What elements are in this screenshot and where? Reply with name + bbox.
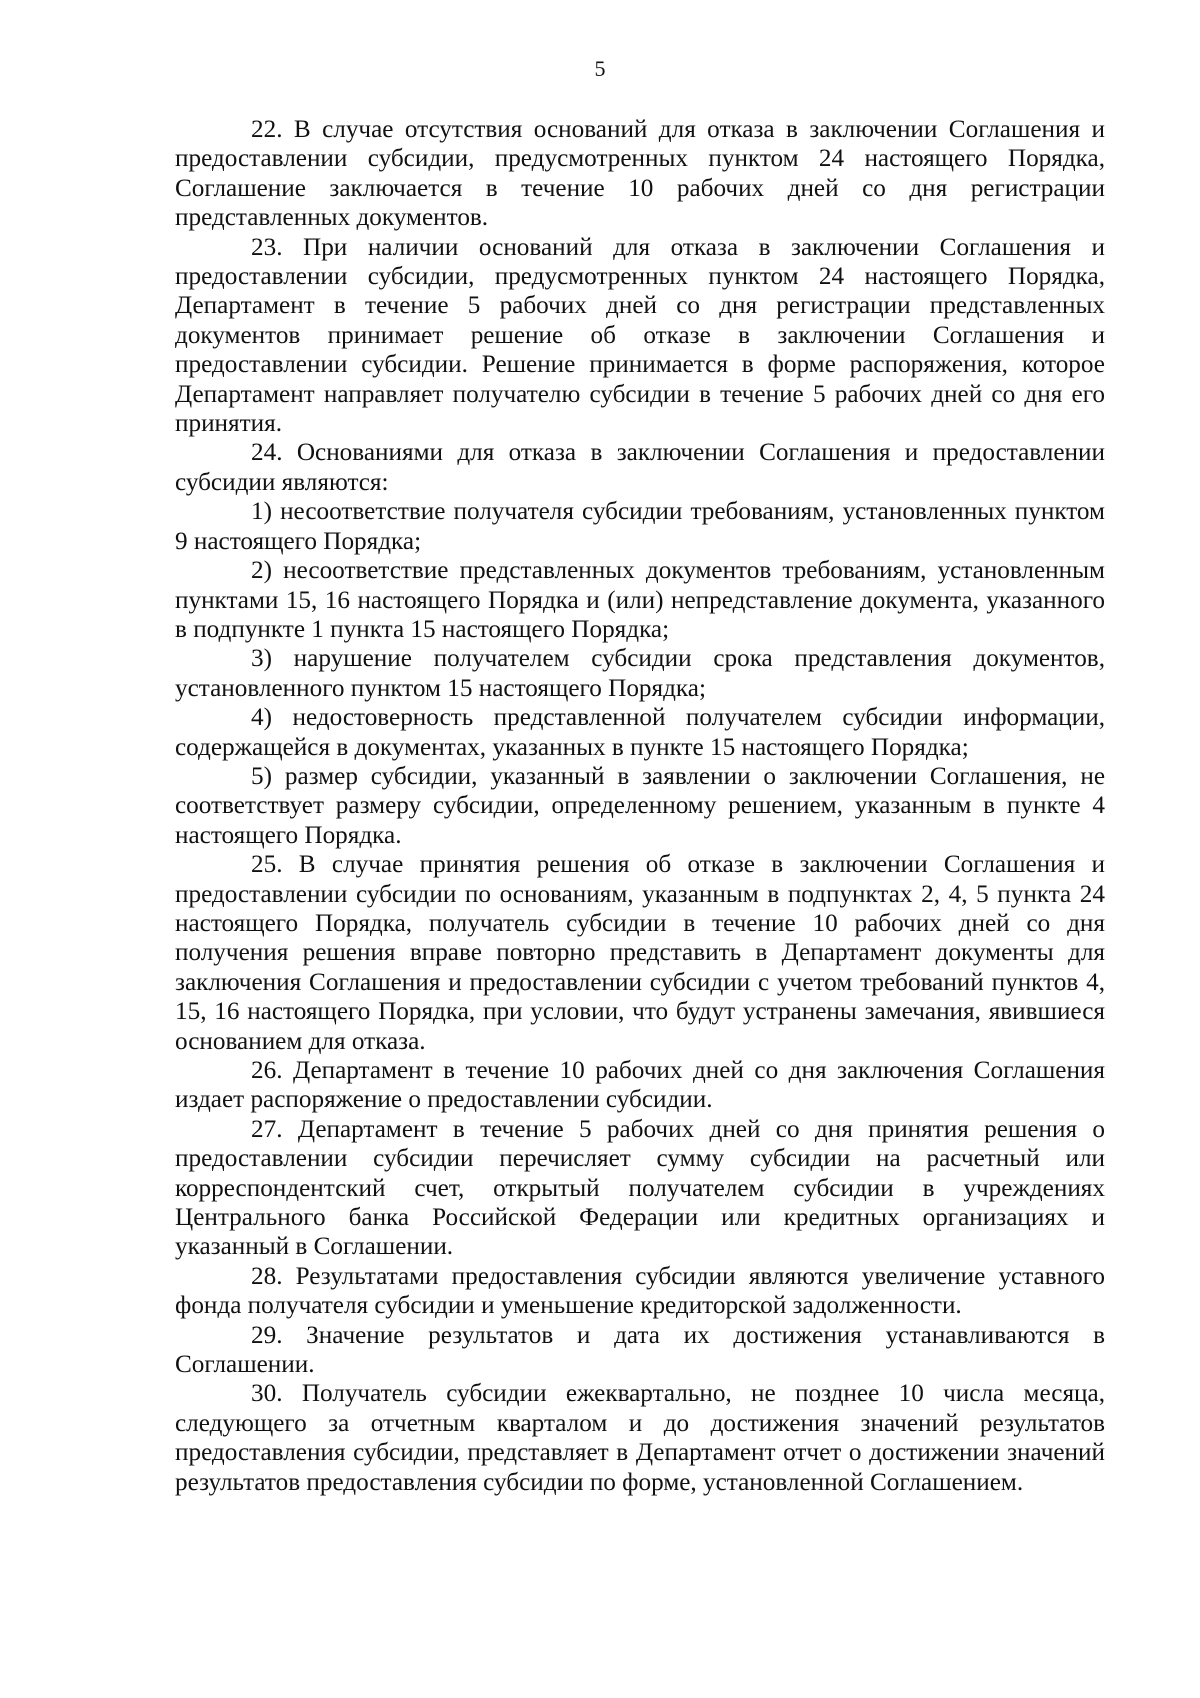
list-item-24-4: 4) недостоверность представленной получателем субсидии информации, содержащейся в документах, указанных в пункте 15 настоящего Порядка;	[175, 704, 1105, 761]
paragraph-22: 22. В случае отсутствия оснований для отказа в заключении Соглашения и предоставлении субсидии, предусмотренных пунктом 24 настоящего Порядка, Соглашение заключается в течение 10 рабочих дней со дня регистрации представленных документов.	[175, 116, 1105, 232]
page-number: 5	[594, 56, 606, 81]
paragraph-28: 28. Результатами предоставления субсидии являются увеличение уставного фонда получателя субсидии и уменьшение кредиторской задолженности.	[175, 1262, 1105, 1320]
paragraph-24: 24. Основаниями для отказа в заключении Соглашения и предоставлении субсидии являются:	[175, 439, 1105, 496]
document-body	[175, 115, 1105, 1497]
list-item-24-2: 2) несоответствие представленных документов требованиям, установленным пунктами 15, 16 настоящего Порядка и (или) непредставление документа, указанного в подпункте 1 пункта 15 настоящего Порядка;	[175, 557, 1105, 643]
list-item-24-1: 1) несоответствие получателя субсидии требованиям, установленных пунктом 9 настоящего Порядка;	[175, 498, 1105, 555]
paragraph-29: 29. Значение результатов и дата их достижения устанавливаются в Соглашении.	[175, 1321, 1105, 1379]
list-item-24-5: 5) размер субсидии, указанный в заявлении о заключении Соглашения, не соответствует размеру субсидии, определенному решением, указанным в пункте 4 настоящего Порядка.	[175, 762, 1105, 849]
paragraph-27: 27. Департамент в течение 5 рабочих дней со дня принятия решения о предоставлении субсидии перечисляет сумму субсидии на расчетный или корреспондентский счет, открытый получателем субсидии в учреждениях Центрального банка Российской Федерации или кредитных организациях и указанный в Соглашении.	[175, 1115, 1105, 1261]
paragraph-25: 25. В случае принятия решения об отказе в заключении Соглашения и предоставлении субсидии по основаниям, указанным в подпунктах 2, 4, 5 пункта 24 настоящего Порядка, получатель субсидии в течение 10 рабочих дней со дня получения решения вправе повторно представить в Департамент документы для заключения Соглашения и предоставлении субсидии с учетом требований пунктов 4, 15, 16 настоящего Порядка, при условии, что будут устранены замечания, явившиеся основанием для отказа.	[175, 851, 1105, 1055]
paragraph-26: 26. Департамент в течение 10 рабочих дней со дня заключения Соглашения издает распоряжение о предоставлении субсидии.	[175, 1057, 1105, 1114]
paragraph-30: 30. Получатель субсидии ежеквартально, не позднее 10 числа месяца, следующего за отчетным кварталом и до достижения значений результатов предоставления субсидии, представляет в Департамент отчет о достижении значений результатов предоставления субсидии по форме, установленной Соглашением.	[175, 1380, 1105, 1496]
list-item-24-3: 3) нарушение получателем субсидии срока представления документов, установленного пунктом 15 настоящего Порядка;	[175, 645, 1105, 702]
paragraph-23: 23. При наличии оснований для отказа в заключении Соглашения и предоставлении субсидии, предусмотренных пунктом 24 настоящего Порядка, Департамент в течение 5 рабочих дней со дня регистрации представленных документов принимает решение об отказе в заключении Соглашения и предоставлении субсидии. Решение принимается в форме распоряжения, которое Департамент направляет получателю субсидии в течение 5 рабочих дней со дня его принятия.	[175, 233, 1105, 438]
